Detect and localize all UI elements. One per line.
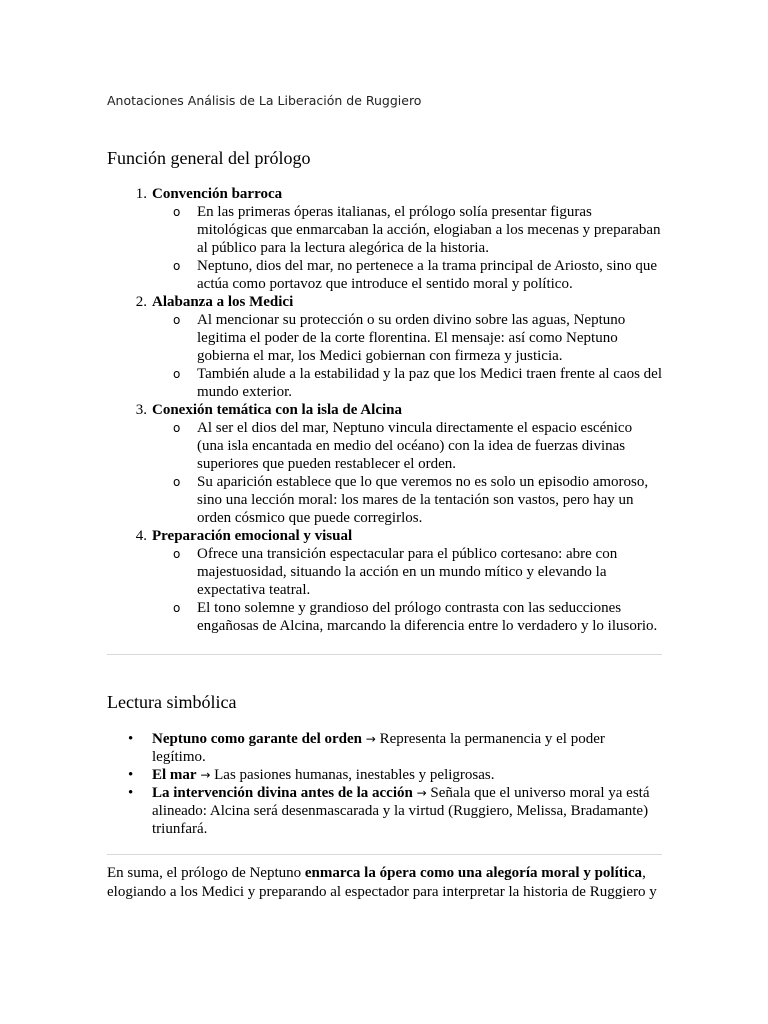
horizontal-divider [107,854,662,855]
summary-lead: En suma, el prólogo de Neptuno [107,865,305,881]
sub-bullet-marker: o [173,475,181,489]
summary-emphasis: enmarca la ópera como una alegoría moral y política [304,865,643,881]
list-item [107,185,667,293]
summary-paragraph [107,864,667,902]
item-number: 2. [135,294,147,310]
horizontal-divider [107,654,662,655]
sub-item-text: Neptuno, dios del mar, no pertenece a la trama principal de Ariosto, sino que actúa como portavoz que introduce el sentido moral y político. [197,258,658,292]
sub-bullet-marker: o [173,313,181,327]
arrow-icon: → [365,732,376,746]
section-heading-symbolic: Lectura simbólica [107,692,237,712]
sub-item [107,365,662,401]
item-title: Preparación emocional y visual [152,528,353,544]
item-number: 1. [135,186,147,202]
sub-bullet-marker: o [173,205,181,219]
item-title: Conexión temática con la isla de Alcina [152,402,402,418]
item-term: El mar [152,767,197,783]
sub-item [107,419,662,473]
sub-item [107,545,662,599]
bullet-marker: • [128,785,134,801]
sub-item-text: El tono solemne y grandioso del prólogo contrasta con las seducciones engañosas de Alcina, marcando la diferencia entre lo verdadero y lo ilusorio. [197,600,658,634]
arrow-icon: → [416,786,427,800]
document-header: Anotaciones Análisis de La Liberación de Ruggiero [107,93,422,108]
sub-bullet-marker: o [173,547,181,561]
list-item [107,766,662,784]
item-text: Las pasiones humanas, inestables y peligrosas. [214,767,495,783]
sub-item-text: Al mencionar su protección o su orden divino sobre las aguas, Neptuno legitima el poder de la corte florentina. El mensaje: así como Neptuno gobierna el mar, los Medici gobiernan con firmeza y justicia. [197,312,626,364]
sub-item-text: Ofrece una transición espectacular para el público cortesano: abre con majestuosidad, situando la acción en un mundo mítico y elevando la expectativa teatral. [197,546,618,598]
item-term: La intervención divina antes de la acción [152,785,413,801]
list-item [107,293,667,401]
list-item [107,401,667,527]
sub-item [107,203,662,257]
sub-bullet-marker: o [173,601,181,615]
list-item [107,730,662,766]
item-title: Convención barroca [152,186,283,202]
arrow-icon: → [200,768,211,782]
sub-item-text: Su aparición establece que lo que veremos no es solo un episodio amoroso, sino una lección moral: los mares de la tentación son vastos, pero hay un orden cósmico que puede corregirlos. [197,474,649,526]
sub-item [107,311,662,365]
sub-item [107,257,662,293]
sub-item-text: También alude a la estabilidad y la paz que los Medici traen frente al caos del mundo exterior. [197,366,663,400]
sub-bullet-marker: o [173,421,181,435]
numbered-list [107,185,667,635]
list-item [107,784,662,838]
bullet-list [107,730,667,838]
sub-bullet-marker: o [173,367,181,381]
item-number: 3. [135,402,147,418]
item-text: Señala que el universo moral ya está alineado: Alcina será desenmascarada y la virtud (Ruggiero, Melissa, Bradamante) triunfará. [152,785,650,837]
sub-item [107,473,662,527]
item-number: 4. [135,528,147,544]
summary-tail: , elogiando a los Medici y preparando al espectador para interpretar la historia de Ruggiero y [107,865,657,900]
item-text: Representa la permanencia y el poder legítimo. [152,731,605,765]
sub-item-text: Al ser el dios del mar, Neptuno vincula directamente el espacio escénico (una isla encantada en medio del océano) con la idea de fuerzas divinas superiores que pueden restablecer el orden. [197,420,633,472]
bullet-marker: • [128,767,134,783]
sub-item-text: En las primeras óperas italianas, el prólogo solía presentar figuras mitológicas que enmarcaban la acción, elogiaban a los mecenas y preparaban al público para la lectura alegórica de la historia. [197,204,661,256]
item-term: Neptuno como garante del orden [152,731,362,747]
list-item [107,527,667,635]
sub-bullet-marker: o [173,259,181,273]
section-heading-function: Función general del prólogo [107,148,311,168]
item-title: Alabanza a los Medici [152,294,294,310]
sub-item [107,599,662,635]
bullet-marker: • [128,731,134,747]
